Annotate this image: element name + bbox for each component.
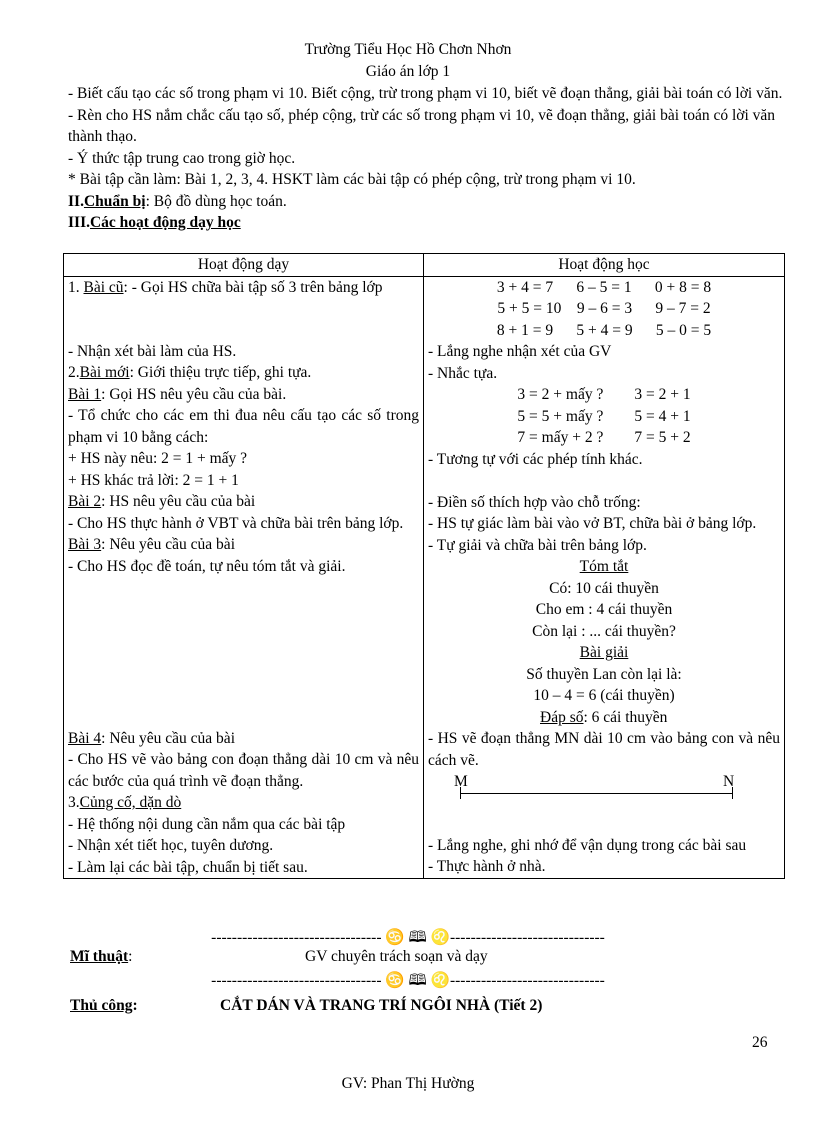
equation-line: 5 + 5 = 10 9 – 6 = 3 9 – 7 = 2: [497, 300, 711, 317]
decomposition-line: 7 = mấy + 2 ? 7 = 5 + 2: [517, 429, 691, 446]
section-number: III.: [68, 214, 90, 231]
teacher-item: Bài 4: Nêu yêu cầu của bài: [68, 729, 235, 747]
student-item: - Tương tự với các phép tính khác.: [428, 450, 643, 468]
teacher-item: + HS này nêu: 2 = 1 + mấy ?: [68, 450, 248, 467]
objective-line: - Biết cấu tạo các số trong phạm vi 10. Biết cộng, trừ trong phạm vi 10, biết vẽ đoạn thẳng, giải bài toán có lời văn.: [68, 85, 783, 102]
student-item: - Thực hành ở nhà.: [428, 858, 546, 875]
student-item: - Lắng nghe, ghi nhớ để vận dụng trong các bài sau: [428, 836, 747, 854]
summary-line: Cho em : 4 cái thuyền: [535, 601, 673, 618]
section-number: II.: [68, 192, 84, 210]
teacher-item: Bài 1: Gọi HS nêu yêu cầu của bài.: [68, 385, 287, 403]
section-separator: --------------------------------- ♋ 🕮 ♌------------------------------: [211, 929, 605, 946]
subject-text: GV chuyên trách soạn và dạy: [305, 948, 488, 965]
objective-line: - Rèn cho HS nắm chắc cấu tạo số, phép cộng, trừ các số trong phạm vi 10, vẽ đoạn thẳng, giải bài toán có lời văn thành thạo.: [68, 106, 776, 145]
footer-teacher: GV: Phan Thị Hường: [341, 1075, 475, 1092]
preparation-text: : Bộ đồ dùng học toán.: [145, 192, 287, 210]
point-n-label: N: [723, 773, 735, 790]
activities-table: [63, 253, 785, 879]
table-row: [64, 276, 785, 879]
point-m-label: M: [454, 773, 468, 790]
spacer: [428, 470, 780, 492]
teacher-item: - Hệ thống nội dung cần nắm qua các bài tập: [68, 815, 346, 833]
teacher-item: 3.Củng cố, dặn dò: [68, 794, 182, 811]
objective-line: * Bài tập cần làm: Bài 1, 2, 3, 4. HSKT làm các bài tập có phép cộng, trừ trong phạm vi 10.: [68, 171, 636, 188]
decomposition-line: 5 = 5 + mấy ? 5 = 4 + 1: [517, 407, 691, 425]
school-name: Trường Tiểu Học Hồ Chơn Nhơn: [304, 41, 512, 58]
craft-subject-line: Thủ công: CẮT DÁN VÀ TRANG TRÍ NGÔI NHÀ (Tiết 2): [70, 995, 138, 1017]
segment-tick: [732, 787, 733, 799]
teacher-item: 2.Bài mới: Giới thiệu trực tiếp, ghi tựa.: [68, 364, 312, 381]
section-heading: Chuẩn bị: [83, 192, 146, 210]
page-number: 26: [752, 1034, 768, 1051]
student-activities-cell: [424, 276, 785, 879]
solution-line: 10 – 4 = 6 (cái thuyền): [533, 687, 675, 704]
lesson-subtitle: Giáo án lớp 1: [365, 63, 451, 80]
lesson-title: CẮT DÁN VÀ TRANG TRÍ NGÔI NHÀ (Tiết 2): [220, 997, 543, 1014]
teacher-item: Bài 3: Nêu yêu cầu của bài: [68, 536, 235, 553]
section-separator: --------------------------------- ♋ 🕮 ♌------------------------------: [211, 972, 605, 989]
objective-line: - Ý thức tập trung cao trong giờ học.: [68, 149, 296, 167]
teacher-item: - Tổ chức cho các em thi đua nêu cấu tạo các số trong phạm vi 10 bằng cách:: [68, 407, 419, 446]
teacher-item: 1. Bài cũ: - Gọi HS chữa bài tập số 3 trên bảng lớp: [68, 278, 383, 296]
preparation-line: [68, 191, 783, 213]
student-item: - HS vẽ đoạn thẳng MN dài 10 cm vào bảng con và nêu cách vẽ.: [428, 730, 780, 769]
student-item: - Lắng nghe nhận xét của GV: [428, 343, 612, 360]
teacher-item: - Làm lại các bài tập, chuẩn bị tiết sau.: [68, 858, 308, 876]
teacher-item: - Nhận xét bài làm của HS.: [68, 342, 237, 360]
teacher-item: - Nhận xét tiết học, tuyên dương.: [68, 837, 274, 854]
solution-heading: Bài giải: [579, 644, 629, 661]
art-subject-line: Mĩ thuật: GV chuyên trách soạn và dạy: [70, 946, 132, 968]
teacher-item: - Cho HS đọc đề toán, tự nêu tóm tắt và giải.: [68, 557, 346, 575]
spacer: [428, 813, 780, 835]
line-segment-mn: [428, 771, 780, 813]
segment-line: [460, 793, 732, 794]
teacher-item: - Cho HS thực hành ở VBT và chữa bài trên bảng lớp.: [68, 514, 404, 532]
teacher-item: + HS khác trả lời: 2 = 1 + 1: [68, 471, 239, 489]
segment-tick: [460, 787, 461, 799]
table-header-row: [64, 254, 785, 277]
summary-heading: Tóm tắt: [579, 558, 629, 575]
student-item: - Điền số thích hợp vào chỗ trống:: [428, 493, 641, 511]
teacher-activities-cell: [64, 276, 424, 879]
teacher-item: Bài 2: HS nêu yêu cầu của bài: [68, 493, 256, 510]
answer-line: Đáp số: 6 cái thuyền: [540, 708, 668, 726]
summary-line: Có: 10 cái thuyền: [549, 579, 659, 597]
decomposition-line: 3 = 2 + mấy ? 3 = 2 + 1: [517, 386, 691, 403]
student-column-header: Hoạt động học: [424, 254, 785, 277]
objectives-section: [68, 83, 783, 234]
subject-label: Mĩ thuật: [70, 948, 129, 965]
section-heading: Các hoạt động dạy học: [89, 214, 241, 231]
subject-label: Thủ công: [70, 997, 133, 1014]
equation-line: 8 + 1 = 9 5 + 4 = 9 5 – 0 = 5: [496, 321, 712, 339]
student-item: - Tự giải và chữa bài trên bảng lớp.: [428, 536, 647, 554]
activities-heading-line: [68, 212, 783, 234]
student-item: - Nhắc tựa.: [428, 364, 498, 382]
summary-line: Còn lại : ... cái thuyền?: [532, 622, 676, 640]
teacher-item: - Cho HS vẽ vào bảng con đoạn thẳng dài 10 cm và nêu các bước của quá trình vẽ đoạn thẳng.: [68, 751, 419, 790]
student-item: - HS tự giác làm bài vào vở BT, chữa bài ở bảng lớp.: [428, 515, 757, 532]
teacher-column-header: Hoạt động dạy: [64, 254, 424, 277]
equation-line: 3 + 4 = 7 6 – 5 = 1 0 + 8 = 8: [496, 278, 712, 296]
solution-line: Số thuyền Lan còn lại là:: [526, 665, 682, 683]
